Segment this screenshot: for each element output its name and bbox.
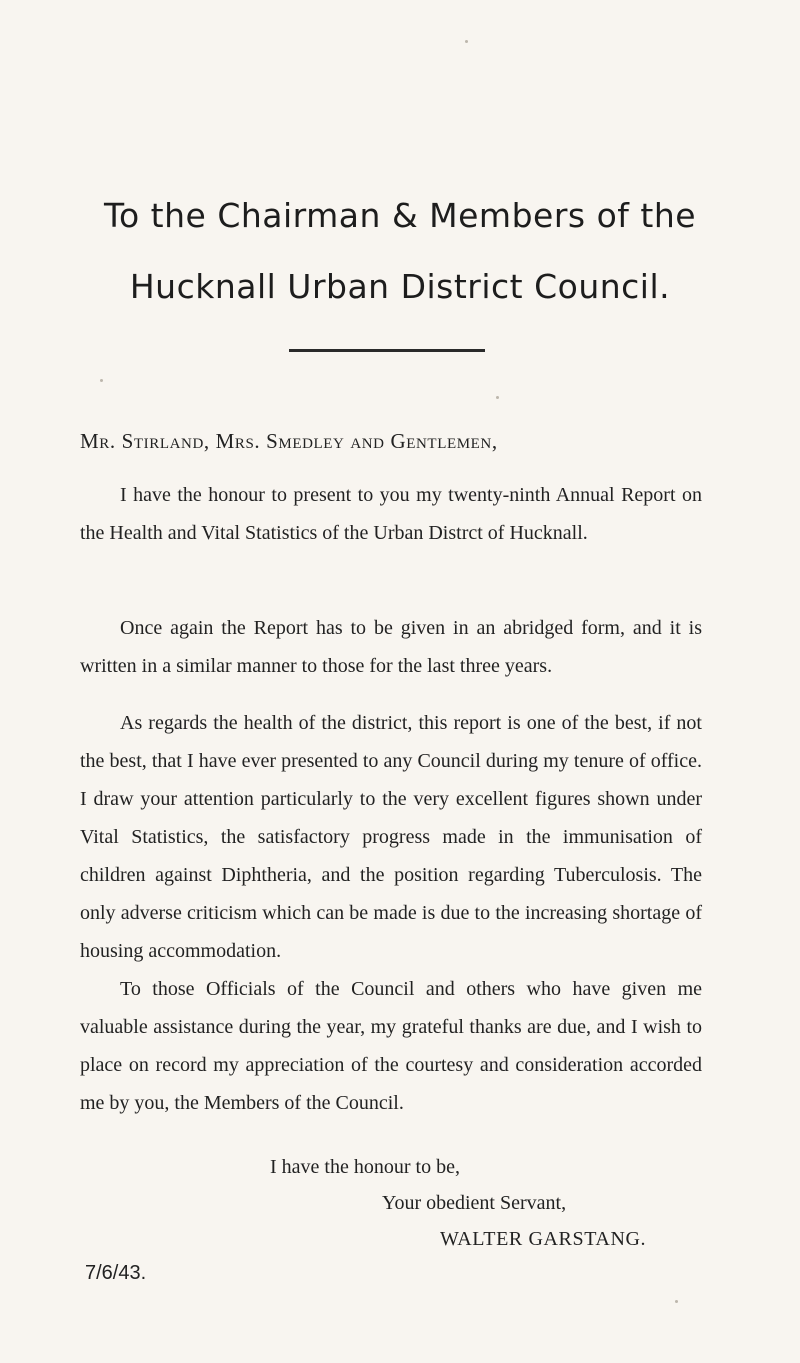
paper-speck — [675, 1300, 678, 1303]
paper-speck — [496, 396, 499, 399]
paper-speck — [100, 379, 103, 382]
closing-line-2: Your obedient Servant, — [382, 1192, 567, 1214]
signature: WALTER GARSTANG. — [440, 1228, 647, 1250]
paper-speck — [465, 40, 468, 43]
letter-date: 7/6/43. — [85, 1262, 147, 1284]
paragraph-report-intro: I have the honour to present to you my twenty-ninth Annual Report on the Health and Vital Statistics of the Urban Distrct of Hucknall. — [80, 484, 702, 544]
title-divider — [289, 349, 485, 352]
closing-line-1: I have the honour to be, — [270, 1156, 460, 1178]
title-line-2: Hucknall Urban District Council. — [129, 267, 671, 306]
salutation: Mr. Stirland, Mrs. Smedley and Gentlemen, — [80, 429, 498, 453]
paragraph-abridged-form: Once again the Report has to be given in an abridged form, and it is written in a similar manner to those for the last three years. — [80, 617, 702, 677]
title-line-1: To the Chairman & Members of the — [103, 196, 697, 235]
paragraph-health-summary: As regards the health of the district, this report is one of the best, if not the best, that I have ever presented to any Council during my tenure of office. I draw your attention particularly to the very excellent figures shown under Vital Statistics, the satisfactory progress made in the immunisation of children against Diphtheria, and the position regarding Tuberculosis. The only adverse criticism which can be made is due to the increasing shortage of housing accommodation. — [80, 712, 702, 962]
paragraph-acknowledgements: To those Officials of the Council and others who have given me valuable assistance during the year, my grateful thanks are due, and I wish to place on record my appreciation of the courtesy and consideration accorded me by you, the Members of the Council. — [80, 978, 702, 1114]
